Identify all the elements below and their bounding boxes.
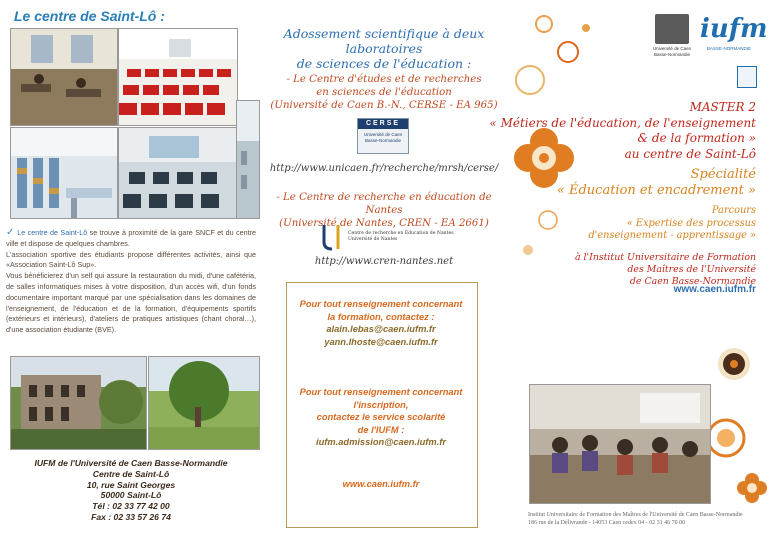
centre-description xyxy=(6,228,256,336)
library-illustration xyxy=(11,128,117,218)
cerse-url[interactable]: http://www.unicaen.fr/recherche/mrsh/cerse/ xyxy=(269,163,499,174)
description-p1: se trouve à proximité de la gare SNCF et du centre ville et dispose de quelques chambres. xyxy=(6,228,256,248)
lecture-hall-illustration xyxy=(119,29,237,125)
building-exterior-illustration xyxy=(237,101,259,218)
master-line3: & de la formation » xyxy=(637,131,756,145)
library-photo xyxy=(10,127,118,219)
univ-caen-name: Université de Caen xyxy=(652,46,692,51)
lab1-line3: (Université de Caen B.-N., CERSE - EA 965) xyxy=(270,100,498,111)
speciality-line2: « Éducation et encadrement » xyxy=(556,183,756,198)
contact-formation-line1: Pour tout renseignement concernant xyxy=(299,299,463,309)
contact-inscription-line3: contactez le service scolarité xyxy=(316,412,446,423)
cerse-logo xyxy=(357,118,409,154)
check-icon: ✓ xyxy=(6,227,15,238)
speciality-line1: Spécialité xyxy=(690,167,756,182)
street: 10, rue Saint Georges xyxy=(86,479,176,490)
cren-logo-text2: Université de Nantes xyxy=(348,237,398,242)
master-title xyxy=(489,100,756,162)
brown-circle-icon xyxy=(718,348,750,380)
cerse-logo-text: CERSE xyxy=(358,119,408,129)
footer-line2: 186 rue de la Délivrande - 14053 Caen cedex 04 - 02 31 46 70 00 xyxy=(528,519,686,526)
classroom-illustration xyxy=(11,29,117,125)
contact-inscription-line1: Pour tout renseignement concernant xyxy=(299,387,463,397)
lab2-line2: (Université de Nantes, CREN - EA 2661) xyxy=(279,218,489,229)
master-line1: MASTER 2 xyxy=(689,100,756,114)
parcours-line2: « Expertise des processus xyxy=(626,217,756,229)
email-lebas[interactable]: alain.lebas@caen.iufm.fr xyxy=(326,324,436,335)
speciality xyxy=(557,167,756,199)
description-p3: Vous bénéficierez d'un self qui assure la restauration du midi, d'une cafétéria, de salles informatiques mises à votre disposition, d'un accès wifi, d'un fonds documentaire important marqué par une spécialisation dans les domaines de l'enseignement, de l'éducation et de la formation, d'équipements sportifs (extérieurs et intérieurs), d'ateliers de pratiques artistiques (chant choral…), d'une association étudiante (BVE). xyxy=(6,271,256,335)
page-title: Le centre de Saint-Lô : xyxy=(14,8,165,24)
footer-line1: Institut Universitaire de Formation des Maîtres de l'Université de Caen Basse-Normandie xyxy=(528,512,743,518)
contact-inscription xyxy=(288,386,474,449)
lecture-hall-photo xyxy=(118,28,238,126)
classroom-students-photo xyxy=(529,384,711,504)
institute xyxy=(575,252,756,288)
small-flower-icon xyxy=(737,473,767,503)
city: 50000 Saint-Lô xyxy=(100,490,162,501)
master-line4: au centre de Saint-Lô xyxy=(624,146,756,161)
cren-logo-mark xyxy=(320,222,344,252)
lab-cerse xyxy=(262,73,506,112)
institution-name: IUFM de l'Université de Caen Basse-Normandie xyxy=(34,458,228,468)
footer xyxy=(528,512,760,527)
garden-photo xyxy=(148,356,260,450)
computer-room-illustration xyxy=(119,128,237,218)
orange-ring-icon xyxy=(708,420,744,456)
contact-inscription-line2: l'inscription, xyxy=(353,399,409,410)
iufm-logo-text: iufm xyxy=(700,14,768,44)
telephone: Tél : 02 33 77 42 00 xyxy=(92,501,170,512)
fax: Fax : 02 33 57 26 74 xyxy=(91,511,171,522)
classroom-photo xyxy=(10,28,118,126)
parcours-line1: Parcours xyxy=(711,205,756,216)
contact-inscription-line4: de l'IUFM : xyxy=(357,424,405,435)
research-heading-line1: Adossement scientifique à deux laboratoires xyxy=(283,26,485,56)
univ-caen-emblem xyxy=(655,14,689,44)
lab2-line1: - Le Centre de recherche en éducation de Nantes xyxy=(276,192,492,216)
iufm-logo-subtitle: BASSE-NORMANDIE xyxy=(706,46,751,51)
centre-name: Le centre de Saint-Lô xyxy=(17,228,88,237)
building-photo xyxy=(10,356,147,450)
cren-logo xyxy=(320,222,470,252)
parcours xyxy=(588,205,756,243)
institute-line3: de Caen Basse-Normandie xyxy=(629,276,756,287)
classroom-students-illustration xyxy=(530,385,710,503)
address-block xyxy=(16,458,246,523)
univ-caen-logo xyxy=(648,14,696,62)
email-admission[interactable]: iufm.admission@caen.iufm.fr xyxy=(316,437,446,448)
cren-logo-text1: Centre de recherche en Éducation de Nantes xyxy=(348,231,454,236)
univ-caen-region: Basse-Normandie xyxy=(653,52,690,57)
institute-line1: à l'Institut Universitaire de Formation xyxy=(574,252,756,263)
master-line2: « Métiers de l'éducation, de l'enseignement xyxy=(489,115,756,130)
cerse-logo-subtitle: Université de Caen Basse-Normandie xyxy=(363,132,403,143)
lab1-line2: en sciences de l'éducation xyxy=(316,87,452,98)
computer-room-photo xyxy=(118,127,238,219)
iufm-logo xyxy=(700,12,768,62)
centre-label: Centre de Saint-Lô xyxy=(92,468,170,479)
description-p2: L'association sportive des étudiants propose différentes activités, ainsi que «Association Saint-Lô Sup». xyxy=(6,249,256,270)
institute-line2: des Maîtres de l'Université xyxy=(627,264,756,275)
cren-url[interactable]: http://www.cren-nantes.net xyxy=(314,256,454,267)
garden-illustration xyxy=(149,357,259,449)
aq-logo-icon xyxy=(737,66,757,88)
email-lhoste[interactable]: yann.lhoste@caen.iufm.fr xyxy=(324,336,438,347)
lab1-line1: - Le Centre d'études et de recherches xyxy=(286,74,482,85)
contact-formation-line2: la formation, contactez : xyxy=(327,311,435,322)
parcours-line3: d'enseignement - apprentissage » xyxy=(588,230,756,241)
building-exterior-photo xyxy=(236,100,260,219)
contact-website[interactable]: www.caen.iufm.fr xyxy=(342,479,420,489)
research-heading xyxy=(262,26,506,71)
building-illustration xyxy=(11,357,146,449)
research-heading-line2: de sciences de l'éducation : xyxy=(296,56,472,71)
institute-website[interactable]: www.caen.iufm.fr xyxy=(673,284,756,295)
contact-formation xyxy=(288,298,474,348)
